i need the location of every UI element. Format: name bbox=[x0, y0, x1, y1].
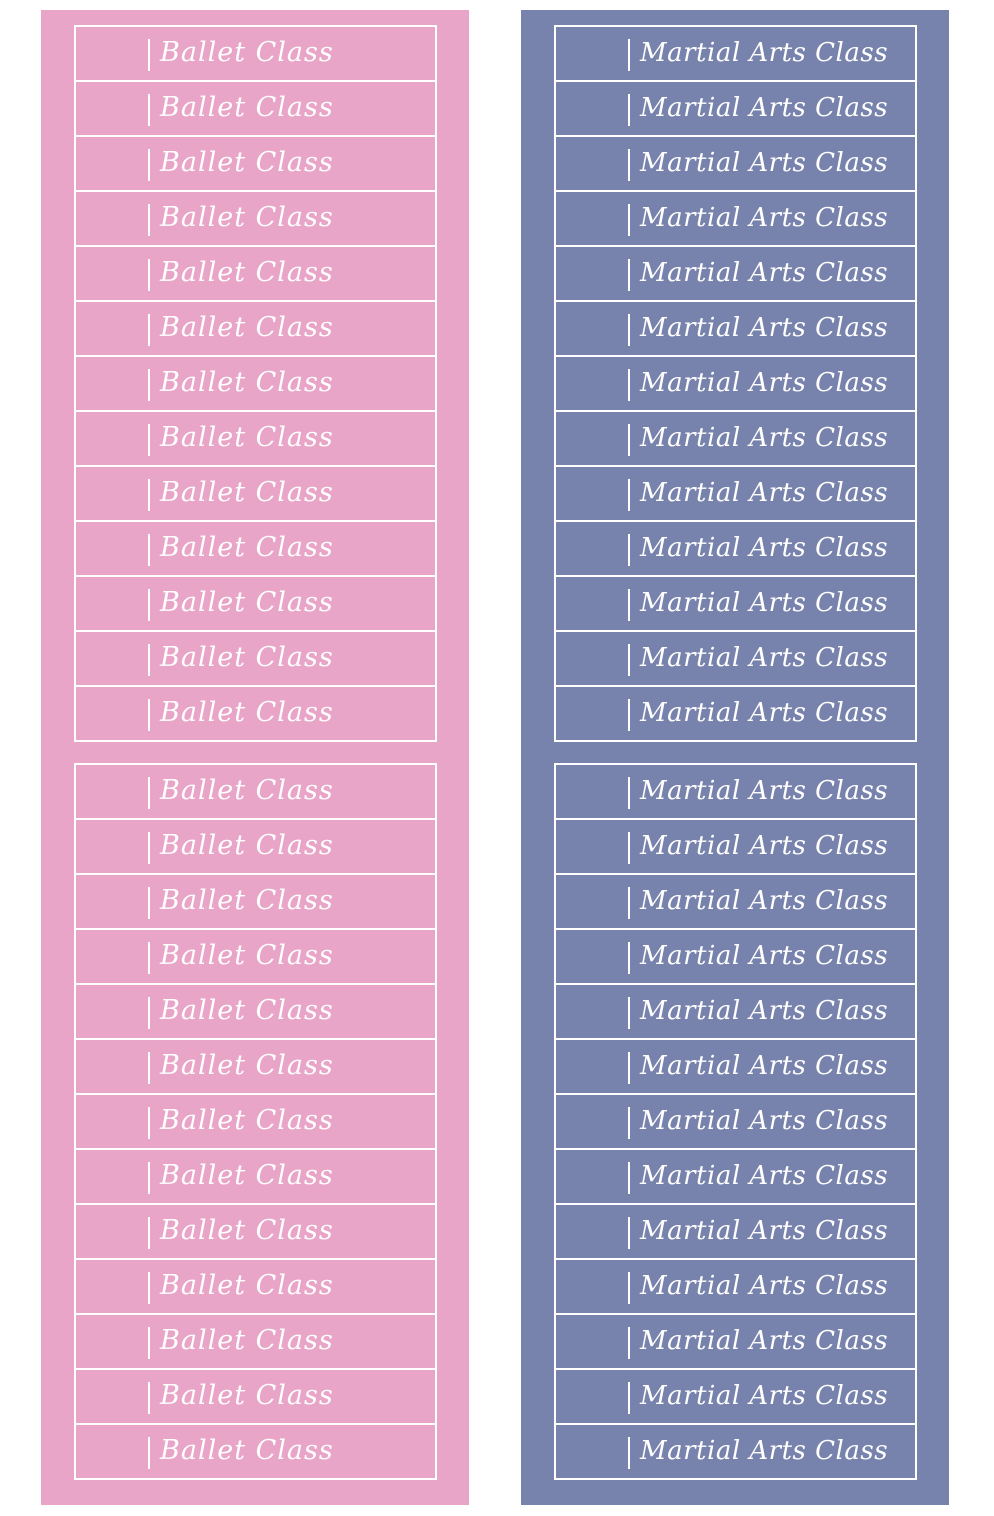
sticker-label: Ballet Class bbox=[160, 885, 334, 916]
divider-line bbox=[628, 1162, 630, 1194]
sticker-row bbox=[76, 765, 435, 820]
sticker-row bbox=[76, 875, 435, 930]
divider-line bbox=[628, 644, 630, 676]
sticker-row bbox=[556, 577, 915, 632]
sticker-row bbox=[556, 247, 915, 302]
divider-line bbox=[628, 424, 630, 456]
sticker-label: Martial Arts Class bbox=[640, 1051, 889, 1081]
sticker-label: Martial Arts Class bbox=[640, 1161, 889, 1191]
sticker-row bbox=[76, 1040, 435, 1095]
divider-line bbox=[628, 534, 630, 566]
sticker-row bbox=[556, 687, 915, 740]
sticker-row bbox=[76, 985, 435, 1040]
divider-line bbox=[628, 39, 630, 71]
sticker-row bbox=[556, 1205, 915, 1260]
sticker-label: Ballet Class bbox=[160, 697, 334, 728]
sticker-label: Martial Arts Class bbox=[640, 93, 889, 123]
sticker-label: Ballet Class bbox=[160, 312, 334, 343]
divider-line bbox=[148, 1107, 150, 1139]
sticker-label: Martial Arts Class bbox=[640, 886, 889, 916]
sticker-label: Ballet Class bbox=[160, 775, 334, 806]
sticker-label: Ballet Class bbox=[160, 422, 334, 453]
sticker-label: Martial Arts Class bbox=[640, 643, 889, 673]
divider-line bbox=[628, 1382, 630, 1414]
sticker-label: Martial Arts Class bbox=[640, 1106, 889, 1136]
sticker-label: Martial Arts Class bbox=[640, 1216, 889, 1246]
divider-line bbox=[148, 479, 150, 511]
sticker-row bbox=[556, 412, 915, 467]
divider-line bbox=[148, 887, 150, 919]
sticker-row bbox=[556, 192, 915, 247]
divider-line bbox=[148, 204, 150, 236]
sticker-row bbox=[76, 1370, 435, 1425]
martial-arts-sticker-block-top bbox=[554, 25, 917, 742]
sticker-row bbox=[76, 357, 435, 412]
sticker-label: Ballet Class bbox=[160, 995, 334, 1026]
divider-line bbox=[628, 1052, 630, 1084]
divider-line bbox=[628, 1217, 630, 1249]
divider-line bbox=[628, 479, 630, 511]
divider-line bbox=[148, 149, 150, 181]
sticker-label: Martial Arts Class bbox=[640, 831, 889, 861]
sticker-row bbox=[556, 875, 915, 930]
sticker-label: Martial Arts Class bbox=[640, 423, 889, 453]
ballet-sticker-sheet bbox=[41, 10, 469, 1505]
sticker-label: Martial Arts Class bbox=[640, 258, 889, 288]
divider-line bbox=[148, 424, 150, 456]
sticker-label: Martial Arts Class bbox=[640, 1436, 889, 1466]
sticker-label: Ballet Class bbox=[160, 1270, 334, 1301]
sticker-label: Martial Arts Class bbox=[640, 1326, 889, 1356]
divider-line bbox=[148, 259, 150, 291]
divider-line bbox=[628, 887, 630, 919]
sticker-row bbox=[556, 302, 915, 357]
divider-line bbox=[628, 1272, 630, 1304]
sticker-label: Martial Arts Class bbox=[640, 313, 889, 343]
sticker-row bbox=[556, 1425, 915, 1478]
divider-line bbox=[628, 94, 630, 126]
sticker-label: Ballet Class bbox=[160, 92, 334, 123]
sticker-label: Ballet Class bbox=[160, 532, 334, 563]
sticker-label: Ballet Class bbox=[160, 1215, 334, 1246]
sticker-row bbox=[76, 577, 435, 632]
sticker-row bbox=[556, 1315, 915, 1370]
sticker-row bbox=[76, 1315, 435, 1370]
sticker-label: Ballet Class bbox=[160, 1325, 334, 1356]
sticker-row bbox=[556, 82, 915, 137]
sticker-row bbox=[556, 1095, 915, 1150]
sticker-label: Ballet Class bbox=[160, 1435, 334, 1466]
sticker-label: Ballet Class bbox=[160, 147, 334, 178]
sticker-label: Ballet Class bbox=[160, 940, 334, 971]
sticker-label: Ballet Class bbox=[160, 1160, 334, 1191]
divider-line bbox=[628, 1107, 630, 1139]
sticker-label: Ballet Class bbox=[160, 830, 334, 861]
sticker-row bbox=[76, 1095, 435, 1150]
sticker-row bbox=[556, 930, 915, 985]
divider-line bbox=[628, 259, 630, 291]
sticker-label: Martial Arts Class bbox=[640, 148, 889, 178]
sticker-row bbox=[76, 412, 435, 467]
sticker-label: Ballet Class bbox=[160, 257, 334, 288]
sticker-row bbox=[556, 632, 915, 687]
sticker-label: Ballet Class bbox=[160, 1105, 334, 1136]
divider-line bbox=[628, 1327, 630, 1359]
divider-line bbox=[148, 94, 150, 126]
sticker-label: Ballet Class bbox=[160, 1050, 334, 1081]
divider-line bbox=[148, 1382, 150, 1414]
sticker-row bbox=[76, 192, 435, 247]
sticker-row bbox=[76, 1205, 435, 1260]
sticker-label: Martial Arts Class bbox=[640, 996, 889, 1026]
martial-arts-sticker-block-bottom bbox=[554, 763, 917, 1480]
sticker-label: Ballet Class bbox=[160, 1380, 334, 1411]
divider-line bbox=[148, 644, 150, 676]
sticker-row bbox=[76, 687, 435, 740]
sticker-row bbox=[556, 522, 915, 577]
divider-line bbox=[148, 777, 150, 809]
divider-line bbox=[148, 369, 150, 401]
divider-line bbox=[628, 1437, 630, 1469]
sticker-row bbox=[76, 522, 435, 577]
sticker-label: Ballet Class bbox=[160, 367, 334, 398]
divider-line bbox=[148, 997, 150, 1029]
sticker-label: Martial Arts Class bbox=[640, 941, 889, 971]
divider-line bbox=[628, 997, 630, 1029]
sticker-row bbox=[556, 357, 915, 412]
sticker-label: Martial Arts Class bbox=[640, 203, 889, 233]
sticker-row bbox=[76, 632, 435, 687]
divider-line bbox=[148, 589, 150, 621]
divider-line bbox=[628, 777, 630, 809]
sticker-row bbox=[76, 467, 435, 522]
sticker-row bbox=[556, 137, 915, 192]
divider-line bbox=[148, 314, 150, 346]
sticker-label: Martial Arts Class bbox=[640, 533, 889, 563]
sticker-label: Martial Arts Class bbox=[640, 368, 889, 398]
ballet-sticker-block-top bbox=[74, 25, 437, 742]
sticker-row bbox=[76, 820, 435, 875]
sticker-row bbox=[556, 985, 915, 1040]
sticker-row bbox=[556, 1260, 915, 1315]
sticker-row bbox=[556, 1370, 915, 1425]
sticker-row bbox=[76, 930, 435, 985]
sticker-label: Martial Arts Class bbox=[640, 1271, 889, 1301]
sticker-row bbox=[556, 1040, 915, 1095]
sticker-label: Ballet Class bbox=[160, 37, 334, 68]
sticker-row bbox=[556, 467, 915, 522]
divider-line bbox=[628, 589, 630, 621]
divider-line bbox=[148, 39, 150, 71]
divider-line bbox=[628, 369, 630, 401]
divider-line bbox=[628, 204, 630, 236]
divider-line bbox=[148, 1217, 150, 1249]
sticker-row bbox=[556, 1150, 915, 1205]
sticker-row bbox=[76, 137, 435, 192]
sticker-label: Martial Arts Class bbox=[640, 776, 889, 806]
sticker-row bbox=[556, 27, 915, 82]
divider-line bbox=[148, 1052, 150, 1084]
divider-line bbox=[148, 832, 150, 864]
sticker-label: Martial Arts Class bbox=[640, 478, 889, 508]
sticker-row bbox=[76, 247, 435, 302]
divider-line bbox=[148, 699, 150, 731]
sticker-row bbox=[76, 82, 435, 137]
sticker-label: Martial Arts Class bbox=[640, 588, 889, 618]
sticker-row bbox=[76, 302, 435, 357]
divider-line bbox=[628, 699, 630, 731]
sticker-row bbox=[556, 820, 915, 875]
sticker-label: Martial Arts Class bbox=[640, 38, 889, 68]
sticker-label: Martial Arts Class bbox=[640, 1381, 889, 1411]
divider-line bbox=[148, 1162, 150, 1194]
ballet-sticker-block-bottom bbox=[74, 763, 437, 1480]
divider-line bbox=[628, 149, 630, 181]
sticker-row bbox=[76, 1425, 435, 1478]
sticker-label: Ballet Class bbox=[160, 477, 334, 508]
martial-arts-sticker-sheet bbox=[521, 10, 949, 1505]
sticker-row bbox=[556, 765, 915, 820]
divider-line bbox=[628, 314, 630, 346]
sticker-row bbox=[76, 1260, 435, 1315]
sticker-label: Martial Arts Class bbox=[640, 698, 889, 728]
divider-line bbox=[148, 1327, 150, 1359]
divider-line bbox=[148, 1437, 150, 1469]
sticker-row bbox=[76, 1150, 435, 1205]
sticker-label: Ballet Class bbox=[160, 642, 334, 673]
divider-line bbox=[148, 942, 150, 974]
divider-line bbox=[628, 942, 630, 974]
sticker-label: Ballet Class bbox=[160, 587, 334, 618]
sticker-label: Ballet Class bbox=[160, 202, 334, 233]
divider-line bbox=[628, 832, 630, 864]
divider-line bbox=[148, 534, 150, 566]
divider-line bbox=[148, 1272, 150, 1304]
sticker-row bbox=[76, 27, 435, 82]
